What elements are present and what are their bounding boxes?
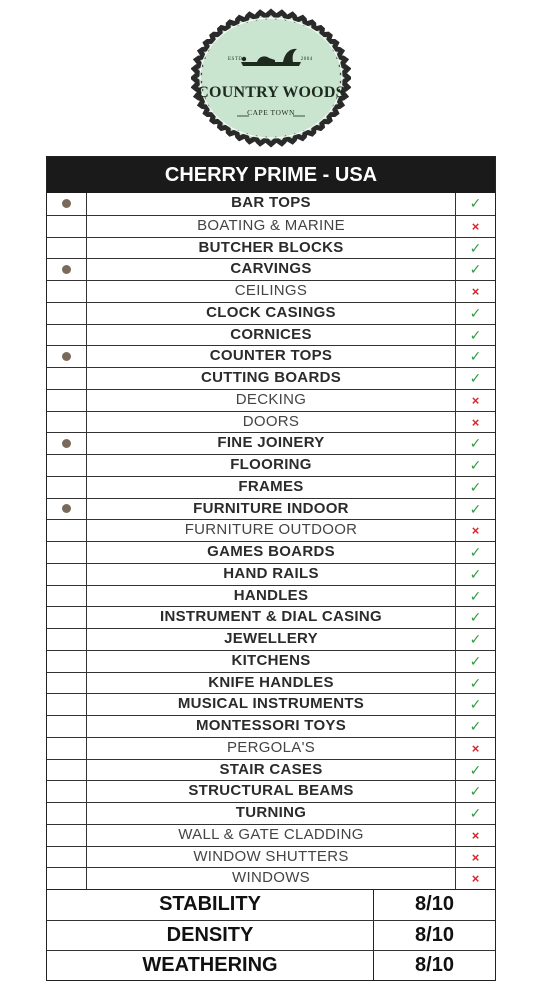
property-row xyxy=(47,950,495,980)
check-icon: ✓ xyxy=(469,805,482,821)
check-icon: ✓ xyxy=(469,239,482,256)
row-mark-cell xyxy=(455,738,495,759)
table-row xyxy=(47,193,495,215)
row-bullet-cell xyxy=(47,455,87,476)
row-bullet-cell xyxy=(47,238,87,259)
row-bullet-cell xyxy=(47,586,87,607)
row-label: FURNITURE OUTDOOR xyxy=(184,521,358,539)
logo-estd-label: ESTD xyxy=(228,57,243,62)
check-icon: ✓ xyxy=(469,457,482,473)
row-mark-cell xyxy=(455,673,495,694)
row-bullet-cell xyxy=(47,193,87,215)
check-icon: ✓ xyxy=(469,435,482,452)
check-icon: ✓ xyxy=(469,674,482,691)
cross-icon: × xyxy=(471,871,480,887)
row-bullet-cell xyxy=(47,412,87,433)
table-row xyxy=(47,650,495,672)
row-label: BOATING & MARINE xyxy=(197,216,345,234)
row-bullet-cell xyxy=(47,607,87,628)
cross-icon: × xyxy=(471,827,480,843)
row-bullet-cell xyxy=(47,673,87,694)
row-label: BUTCHER BLOCKS xyxy=(198,238,344,256)
table-row xyxy=(47,476,495,498)
check-icon: ✓ xyxy=(469,696,482,713)
row-mark-cell xyxy=(455,325,495,346)
table-row xyxy=(47,258,495,280)
table-row xyxy=(47,867,495,889)
row-label: PERGOLA'S xyxy=(226,738,316,756)
row-mark-cell xyxy=(455,238,495,259)
table-row xyxy=(47,541,495,563)
row-label: WINDOWS xyxy=(232,869,310,887)
logo-badge xyxy=(191,8,351,148)
check-icon: ✓ xyxy=(469,609,482,626)
check-icon: ✓ xyxy=(469,304,482,321)
row-mark-cell xyxy=(455,499,495,520)
property-label: WEATHERING xyxy=(47,951,374,980)
table-row xyxy=(47,302,495,324)
row-label: CUTTING BOARDS xyxy=(200,369,342,386)
cross-icon: × xyxy=(471,284,480,299)
logo-name: COUNTRY WOODS xyxy=(197,84,345,101)
row-label: HAND RAILS xyxy=(223,564,319,582)
row-label: WALL & GATE CLADDING xyxy=(178,825,364,843)
row-label: FLOORING xyxy=(230,456,312,473)
check-icon: ✓ xyxy=(469,565,482,582)
property-row xyxy=(47,890,495,920)
table-row xyxy=(47,802,495,824)
row-mark-cell xyxy=(455,412,495,433)
check-icon: ✓ xyxy=(469,718,482,734)
row-mark-cell xyxy=(455,847,495,868)
bullet-dot-icon xyxy=(62,352,71,361)
row-label: FURNITURE INDOOR xyxy=(193,499,349,517)
row-mark-cell xyxy=(455,694,495,715)
row-label: WINDOW SHUTTERS xyxy=(193,847,349,865)
properties-table xyxy=(47,889,495,980)
row-mark-cell xyxy=(455,216,495,237)
row-bullet-cell xyxy=(47,325,87,346)
table-row xyxy=(47,345,495,367)
table-row xyxy=(47,585,495,607)
row-mark-cell xyxy=(455,825,495,846)
row-bullet-cell xyxy=(47,259,87,280)
check-icon: ✓ xyxy=(469,500,482,517)
table-row xyxy=(47,824,495,846)
check-icon: ✓ xyxy=(469,652,482,669)
table-row xyxy=(47,606,495,628)
uses-list xyxy=(47,193,495,889)
wood-uses-table xyxy=(46,156,496,981)
table-row xyxy=(47,715,495,737)
row-bullet-cell xyxy=(47,738,87,759)
table-row xyxy=(47,693,495,715)
row-label: DECKING xyxy=(235,390,307,408)
row-label: STAIR CASES xyxy=(219,760,323,778)
row-label: HANDLES xyxy=(233,586,309,604)
row-label: TURNING xyxy=(235,804,307,821)
property-label: DENSITY xyxy=(47,921,374,950)
check-icon: ✓ xyxy=(469,587,482,604)
row-mark-cell xyxy=(455,716,495,737)
table-row xyxy=(47,672,495,694)
row-bullet-cell xyxy=(47,542,87,563)
row-label: STRUCTURAL BEAMS xyxy=(188,782,354,800)
cross-icon: × xyxy=(471,392,480,408)
row-mark-cell xyxy=(455,607,495,628)
property-value: 8/10 xyxy=(415,954,454,976)
table-row xyxy=(47,454,495,476)
row-bullet-cell xyxy=(47,477,87,498)
row-label: KNIFE HANDLES xyxy=(208,673,334,691)
row-label: JEWELLERY xyxy=(224,630,318,647)
row-bullet-cell xyxy=(47,847,87,868)
row-bullet-cell xyxy=(47,281,87,302)
table-row xyxy=(47,628,495,650)
row-label: KITCHENS xyxy=(231,651,311,669)
table-title: CHERRY PRIME - USA xyxy=(47,157,495,193)
row-label: MUSICAL INSTRUMENTS xyxy=(177,695,365,713)
row-mark-cell xyxy=(455,193,495,215)
row-bullet-cell xyxy=(47,303,87,324)
check-icon: ✓ xyxy=(469,195,482,211)
table-row xyxy=(47,237,495,259)
check-icon: ✓ xyxy=(469,761,482,778)
table-row xyxy=(47,780,495,802)
cross-icon: × xyxy=(471,218,480,234)
row-label: BAR TOPS xyxy=(231,194,311,211)
row-mark-cell xyxy=(455,803,495,824)
check-icon: ✓ xyxy=(469,631,482,647)
cross-icon: × xyxy=(471,849,480,865)
table-row xyxy=(47,389,495,411)
row-label: FINE JOINERY xyxy=(217,434,325,452)
row-mark-cell xyxy=(455,564,495,585)
logo-estd xyxy=(191,57,351,62)
row-mark-cell xyxy=(455,390,495,411)
row-label: MONTESSORI TOYS xyxy=(195,717,347,734)
row-mark-cell xyxy=(455,433,495,454)
check-icon: ✓ xyxy=(469,348,482,365)
row-bullet-cell xyxy=(47,716,87,737)
check-icon: ✓ xyxy=(469,478,482,495)
row-mark-cell xyxy=(455,781,495,802)
country-woods-logo xyxy=(191,8,351,148)
row-label: CARVINGS xyxy=(230,260,312,278)
row-mark-cell xyxy=(455,259,495,280)
row-mark-cell xyxy=(455,586,495,607)
row-label: CORNICES xyxy=(230,325,312,343)
cross-icon: × xyxy=(471,523,480,539)
row-bullet-cell xyxy=(47,520,87,541)
row-mark-cell xyxy=(455,303,495,324)
row-bullet-cell xyxy=(47,390,87,411)
check-icon: ✓ xyxy=(469,544,482,560)
table-row xyxy=(47,846,495,868)
row-mark-cell xyxy=(455,455,495,476)
table-row xyxy=(47,280,495,302)
bullet-dot-icon xyxy=(62,504,71,513)
row-bullet-cell xyxy=(47,868,87,889)
cross-icon: × xyxy=(471,740,480,756)
row-mark-cell xyxy=(455,760,495,781)
row-label: COUNTER TOPS xyxy=(209,347,333,365)
row-label: DOORS xyxy=(242,412,300,430)
row-bullet-cell xyxy=(47,760,87,781)
check-icon: ✓ xyxy=(469,261,482,278)
table-row xyxy=(47,519,495,541)
bullet-dot-icon xyxy=(62,265,71,274)
property-value: 8/10 xyxy=(415,924,454,946)
table-row xyxy=(47,215,495,237)
row-bullet-cell xyxy=(47,216,87,237)
bullet-dot-icon xyxy=(62,439,71,448)
row-bullet-cell xyxy=(47,564,87,585)
logo-location: CAPE TOWN xyxy=(247,108,295,117)
row-bullet-cell xyxy=(47,651,87,672)
check-icon: ✓ xyxy=(469,326,482,343)
row-bullet-cell xyxy=(47,499,87,520)
row-bullet-cell xyxy=(47,803,87,824)
row-mark-cell xyxy=(455,651,495,672)
table-row xyxy=(47,759,495,781)
row-label: CEILINGS xyxy=(234,282,308,299)
row-bullet-cell xyxy=(47,781,87,802)
bullet-dot-icon xyxy=(62,199,71,208)
row-mark-cell xyxy=(455,346,495,367)
table-row xyxy=(47,498,495,520)
property-row xyxy=(47,920,495,950)
row-label: INSTRUMENT & DIAL CASING xyxy=(160,608,382,626)
cross-icon: × xyxy=(471,414,480,430)
table-row xyxy=(47,324,495,346)
row-mark-cell xyxy=(455,477,495,498)
row-bullet-cell xyxy=(47,433,87,454)
table-row xyxy=(47,411,495,433)
row-label: CLOCK CASINGS xyxy=(206,303,336,321)
table-row xyxy=(47,432,495,454)
check-icon: ✓ xyxy=(469,783,482,800)
row-mark-cell xyxy=(455,520,495,541)
row-bullet-cell xyxy=(47,346,87,367)
check-icon: ✓ xyxy=(469,370,482,386)
row-label: GAMES BOARDS xyxy=(207,543,335,560)
table-row xyxy=(47,367,495,389)
row-mark-cell xyxy=(455,542,495,563)
row-bullet-cell xyxy=(47,825,87,846)
logo-estd-year: 2004 xyxy=(300,57,313,62)
row-mark-cell xyxy=(455,629,495,650)
row-bullet-cell xyxy=(47,694,87,715)
row-mark-cell xyxy=(455,368,495,389)
property-value: 8/10 xyxy=(415,893,454,915)
row-bullet-cell xyxy=(47,368,87,389)
row-mark-cell xyxy=(455,868,495,889)
row-label: FRAMES xyxy=(238,477,304,495)
row-mark-cell xyxy=(455,281,495,302)
property-label: STABILITY xyxy=(47,890,374,920)
row-bullet-cell xyxy=(47,629,87,650)
table-row xyxy=(47,737,495,759)
table-row xyxy=(47,563,495,585)
